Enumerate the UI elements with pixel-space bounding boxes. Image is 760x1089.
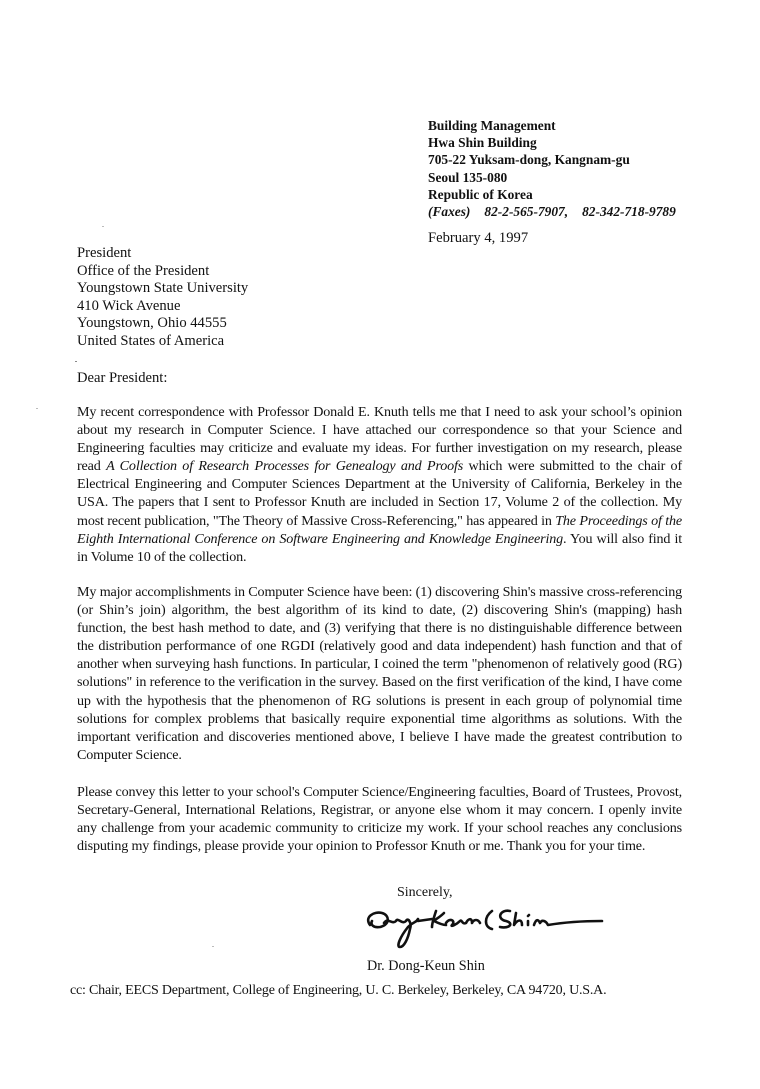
recipient-line: Youngstown State University [77,280,249,297]
sender-line: Seoul 135-080 [428,169,508,185]
paragraph-text: My recent correspondence with Professor Donald E. Knuth tells me that I need to ask your school’s opinion about my research in Computer Science. I have attached our correspondence so that your Science and Engineering faculties may criticize and evaluate my ideas. For further investigation on my research, please read [77,404,682,475]
scan-speck [36,408,38,409]
recipient-address-block [77,245,248,351]
fax-number: 82-342-718-9789 [582,204,676,220]
paragraph-text: . You will also find it in Volume 10 of the collection. [77,530,682,565]
sender-line: Republic of Korea [428,186,533,202]
salutation: Dear President: [77,370,168,386]
book-title: A Collection of Research Processes for Genealogy and Proofs [106,458,464,475]
scan-speck [102,226,104,227]
letter-date: February 4, 1997 [428,230,529,246]
sender-address-block [428,117,690,220]
body-paragraph-2: My major accomplishments in Computer Science have been: (1) discovering Shin's massive cross-referencing (or Shin’s join) algorithm, the best algorithm of its kind to date, (2) discovering Shin's (mapping) hash function, the best hash method to date, and (3) verifying that there is no distinguishable difference between the distribution performance of one RGDI (relatively good and data independent) hash function and that of another when surveying hash functions. In particular, I coined the term "phenomenon of relatively good (RG) solutions" in reference to the verification in the survey. Based on the first verification of the kind, I have come up with the hypothesis that the phenomenon of RG solutions is present in each group of polynomial time solutions for complex problems that basically require exponential time algorithms as solutions. With the important verification and discoveries mentioned above, I believe I have made the greatest contribution to Computer Science. [77,584,682,763]
sender-faxes [428,203,690,220]
sender-line: Hwa Shin Building [428,135,537,151]
scan-speck [75,361,77,362]
signature-icon [360,903,610,953]
recipient-line: United States of America [77,332,225,349]
fax-number: 82-2-565-7907, [484,204,569,220]
sender-line: Building Management [428,118,556,133]
recipient-line: Office of the President [77,262,210,279]
faxes-label: (Faxes) [428,204,471,220]
sender-line: 705-22 Yuksam-dong, Kangnam-gu [428,152,630,168]
recipient-line: 410 Wick Avenue [77,297,181,314]
proceedings-title: The Proceedings of the Eighth International Conference on Software Engineering and Knowledge Engineering [77,512,682,547]
body-paragraph-1 [77,403,682,566]
signer-name: Dr. Dong-Keun Shin [367,958,485,974]
body-paragraph-3: Please convey this letter to your school's Computer Science/Engineering faculties, Board of Trustees, Provost, Secretary-General, International Relations, Registrar, or anyone else whom it may concern. I openly invite any challenge from your academic community to criticize my work. If your school reaches any conclusions disputing my findings, please provide your opinion to Professor Knuth or me. Thank you for your time. [77,784,682,855]
recipient-line: Youngstown, Ohio 44555 [77,315,227,332]
cc-line: cc: Chair, EECS Department, College of Engineering, U. C. Berkeley, Berkeley, CA 94720, U.S.A. [70,983,607,998]
recipient-line: President [77,245,132,261]
closing: Sincerely, [397,885,453,900]
paragraph-text: which were submitted to the chair of Electrical Engineering and Computer Sciences Department at the University of California, Berkeley in the USA. The papers that I sent to Professor Knuth are included in Section 17, Volume 2 of the collection. My most recent publication, "The Theory of Massive Cross-Referencing," has appeared in [77,458,682,529]
scan-speck [212,946,214,947]
